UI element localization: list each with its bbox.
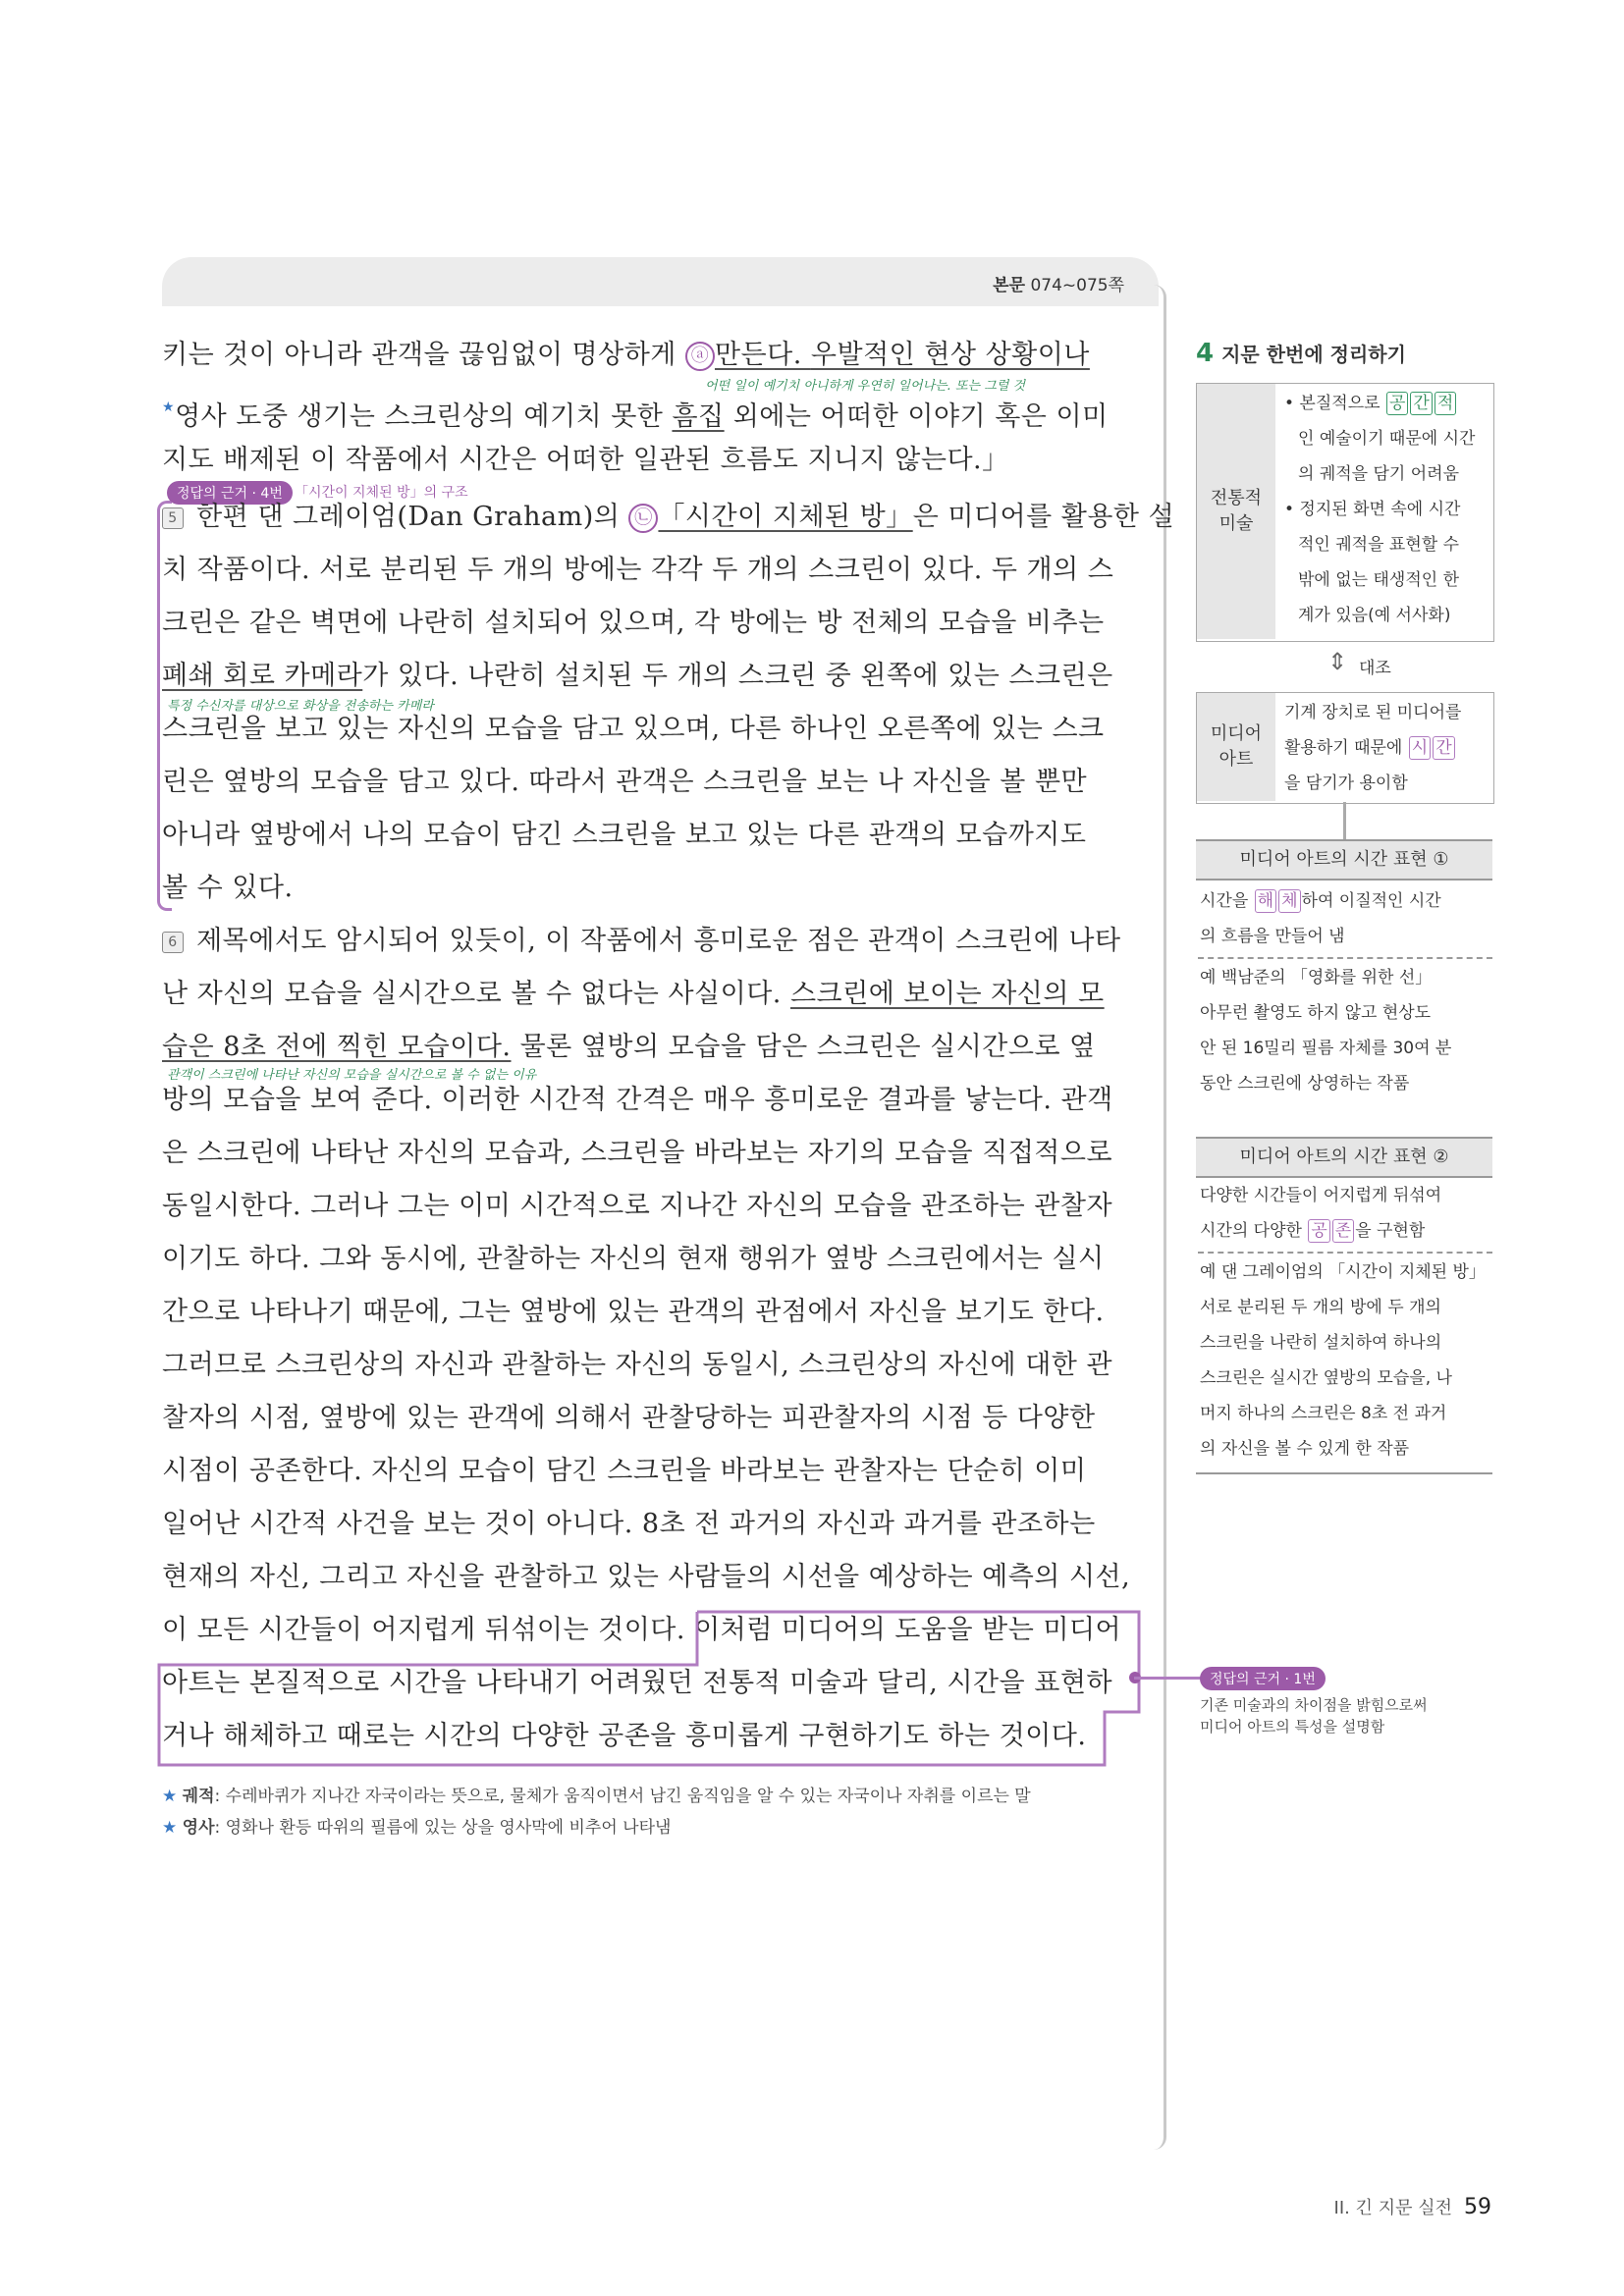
text-line-13: 난 자신의 모습을 실시간으로 볼 수 없다는 사실이다. 스크린에 보이는 자신의 모 bbox=[162, 979, 1105, 1009]
text-line-3: 지도 배제된 이 작품에서 시간은 어떠한 일관된 흐름도 지니지 않는다.」 bbox=[162, 445, 1009, 475]
header-label: 본문 074~075쪽 bbox=[993, 276, 1124, 295]
text-line-1: 키는 것이 아니라 관객을 끊임없이 명상하게 ⓐ 만든다. 우발적인 현상 상황이나 bbox=[162, 340, 1090, 370]
text-line-22: 시점이 공존한다. 자신의 모습이 담긴 스크린을 바라보는 관찰자는 단순히 이미 bbox=[162, 1456, 1087, 1486]
contrast-label: 대조 bbox=[1359, 659, 1391, 678]
answer-evidence-note-1a: 기존 미술과의 차이점을 밝힘으로써 bbox=[1200, 1696, 1428, 1714]
text-line-20: 그러므로 스크린상의 자신과 관찰하는 자신의 동일시, 스크린상의 자신에 대한 관 bbox=[162, 1350, 1113, 1380]
text-line-14: 습은 8초 전에 찍힌 모습이다. 물론 옆방의 모습을 담은 스크린은 실시간으로 옆 bbox=[162, 1032, 1096, 1062]
text-line-12: 6 제목에서도 암시되어 있듯이, 이 작품에서 흥미로운 점은 관객이 스크린에 나타 bbox=[162, 925, 1134, 958]
exp1-title: 미디어 아트의 시간 표현 ① bbox=[1196, 839, 1492, 881]
handwritten-note-1: 어떤 일이 예기치 아니하게 우연히 일어나는. 또는 그럴 것 bbox=[705, 379, 1026, 394]
contrast-arrow-icon: ⇕ bbox=[1327, 648, 1348, 675]
exp2-text: 다양한 시간들이 어지럽게 뒤섞여 시간의 다양한 공 존 을 구현함 bbox=[1200, 1186, 1442, 1241]
handwritten-note-3: 관객이 스크린에 나타난 자신의 모습을 실시간으로 볼 수 없는 이유 bbox=[167, 1068, 537, 1083]
answer-evidence-note-4: 「시간이 지체된 방」의 구조 bbox=[295, 485, 468, 501]
exp1-text: 시간을 해 체 하여 이질적인 시간 의 흐름을 만들어 냄 bbox=[1200, 891, 1441, 946]
exp2-example: 예 댄 그레이엄의 「시간이 지체된 방」 서로 분리된 두 개의 방에 두 개의 스크린을 나란히 설치하여 하나의 스크린은 실시간 옆방의 모습을, 나 머지 하나의 스크린은 8초 전 과거 의 자신을 볼 수 있게 한 작품 bbox=[1200, 1262, 1486, 1459]
trad-text: • 본질적으로 공 간 적 인 예술이기 때문에 시간 의 궤적을 담기 어려움 • 정지된 화면 속에 시간 적인 궤적을 표현할 수 밖에 없는 태생적인 한 계가 있음(예 서사화) bbox=[1284, 394, 1476, 625]
text-line-10: 아니라 옆방에서 나의 모습이 담긴 스크린을 보고 있는 다른 관객의 모습까지도 bbox=[162, 820, 1087, 850]
text-line-4: 5 한편 댄 그레이엄(Dan Graham)의 ㉡ 「시간이 지체된 방」은 미디어를 활용한 설 bbox=[162, 501, 1134, 534]
text-line-16: 은 스크린에 나타난 자신의 모습과, 스크린을 바라보는 자기의 모습을 직접적으로 bbox=[162, 1138, 1113, 1168]
text-line-19: 간으로 나타나기 때문에, 그는 옆방에 있는 관객의 관점에서 자신을 보기도 한다. bbox=[162, 1297, 1105, 1327]
text-line-17: 동일시한다. 그러나 그는 이미 시간적으로 지나간 자신의 모습을 관조하는 관찰자 bbox=[162, 1191, 1113, 1221]
answer-evidence-note-1b: 미디어 아트의 특성을 설명함 bbox=[1200, 1718, 1385, 1735]
text-line-26: 아트는 본질적으로 시간을 나타내기 어려웠던 전통적 미술과 달리, 시간을 표현하 bbox=[162, 1668, 1113, 1698]
summary-bottom-rule bbox=[1196, 1472, 1492, 1474]
text-line-15: 방의 모습을 보여 준다. 이러한 시간적 간격은 매우 흥미로운 결과를 낳는다. 관객 bbox=[162, 1085, 1113, 1115]
text-line-24: 현재의 자신, 그리고 자신을 관찰하고 있는 사람들의 시선을 예상하는 예측의 시선, bbox=[162, 1562, 1131, 1592]
text-line-23: 일어난 시간적 사건을 보는 것이 아니다. 8초 전 과거의 자신과 과거를 관조하는 bbox=[162, 1509, 1096, 1539]
exp2-title: 미디어 아트의 시간 표현 ② bbox=[1196, 1137, 1492, 1178]
connector-line bbox=[1134, 1677, 1203, 1680]
text-line-25: 이 모든 시간들이 어지럽게 뒤섞이는 것이다. 이처럼 미디어의 도움을 받는 미디어 bbox=[162, 1615, 1122, 1645]
text-line-11: 볼 수 있다. bbox=[162, 873, 294, 903]
answer-evidence-tag-1: 정답의 근거 · 1번 bbox=[1200, 1667, 1326, 1690]
exp1-example: 예 백남준의 「영화를 위한 선」 아무런 촬영도 하지 않고 현상도 안 된 16밀리 필름 자체를 30여 분 동안 스크린에 상영하는 작품 bbox=[1200, 968, 1452, 1094]
answer-evidence-tag-4: 정답의 근거 · 4번 bbox=[167, 481, 293, 505]
text-line-27: 거나 해체하고 때로는 시간의 다양한 공존을 흥미롭게 구현하기도 하는 것이다. bbox=[162, 1721, 1087, 1751]
exp2-divider bbox=[1198, 1252, 1492, 1254]
text-line-5: 치 작품이다. 서로 분리된 두 개의 방에는 각각 두 개의 스크린이 있다. 두 개의 스 bbox=[162, 555, 1114, 585]
media-text: 기계 장치로 된 미디어를 활용하기 때문에 시 간 을 담기가 용이함 bbox=[1284, 703, 1462, 793]
footnote-1: ★ 궤적: 수레바퀴가 지나간 자국이라는 뜻으로, 물체가 움직이면서 남긴 움직임을 알 수 있는 자국이나 자취를 이르는 말 bbox=[162, 1787, 1031, 1806]
handwritten-note-2: 특정 수신자를 대상으로 화상을 전송하는 카메라 bbox=[167, 699, 434, 714]
text-line-18: 이기도 하다. 그와 동시에, 관찰하는 자신의 현재 행위가 옆방 스크린에서는 실시 bbox=[162, 1244, 1105, 1274]
trad-label: 전통적 미술 bbox=[1197, 384, 1275, 639]
text-line-7: 폐쇄 회로 카메라가 있다. 나란히 설치된 두 개의 스크린 중 왼쪽에 있는 스크린은 bbox=[162, 661, 1113, 691]
media-label: 미디어 아트 bbox=[1197, 693, 1275, 801]
summary-title: 4 지문 한번에 정리하기 bbox=[1196, 339, 1406, 368]
text-line-2: ★영사 도중 생기는 스크린상의 예기치 못한 흠집 외에는 어떠한 이야기 혹은 이미 bbox=[162, 400, 1109, 432]
footnote-2: ★ 영사: 영화나 환등 따위의 필름에 있는 상을 영사막에 비추어 나타냄 bbox=[162, 1818, 672, 1838]
header-tab bbox=[162, 257, 1159, 306]
text-line-8: 스크린을 보고 있는 자신의 모습을 담고 있으며, 다른 하나인 오른쪽에 있는 스크 bbox=[162, 714, 1105, 744]
text-line-6: 크린은 같은 벽면에 나란히 설치되어 있으며, 각 방에는 방 전체의 모습을 비추는 bbox=[162, 608, 1105, 638]
column-rule bbox=[1154, 285, 1166, 2150]
flow-line-1 bbox=[1343, 802, 1346, 839]
exp1-divider bbox=[1198, 957, 1492, 959]
text-line-21: 찰자의 시점, 옆방에 있는 관객에 의해서 관찰당하는 피관찰자의 시점 등 다양한 bbox=[162, 1403, 1096, 1433]
page-footer: II. 긴 지문 실전 59 bbox=[1333, 2195, 1491, 2219]
text-line-9: 린은 옆방의 모습을 담고 있다. 따라서 관객은 스크린을 보는 나 자신을 볼 뿐만 bbox=[162, 767, 1088, 797]
page-number: 59 bbox=[1464, 2195, 1491, 2219]
